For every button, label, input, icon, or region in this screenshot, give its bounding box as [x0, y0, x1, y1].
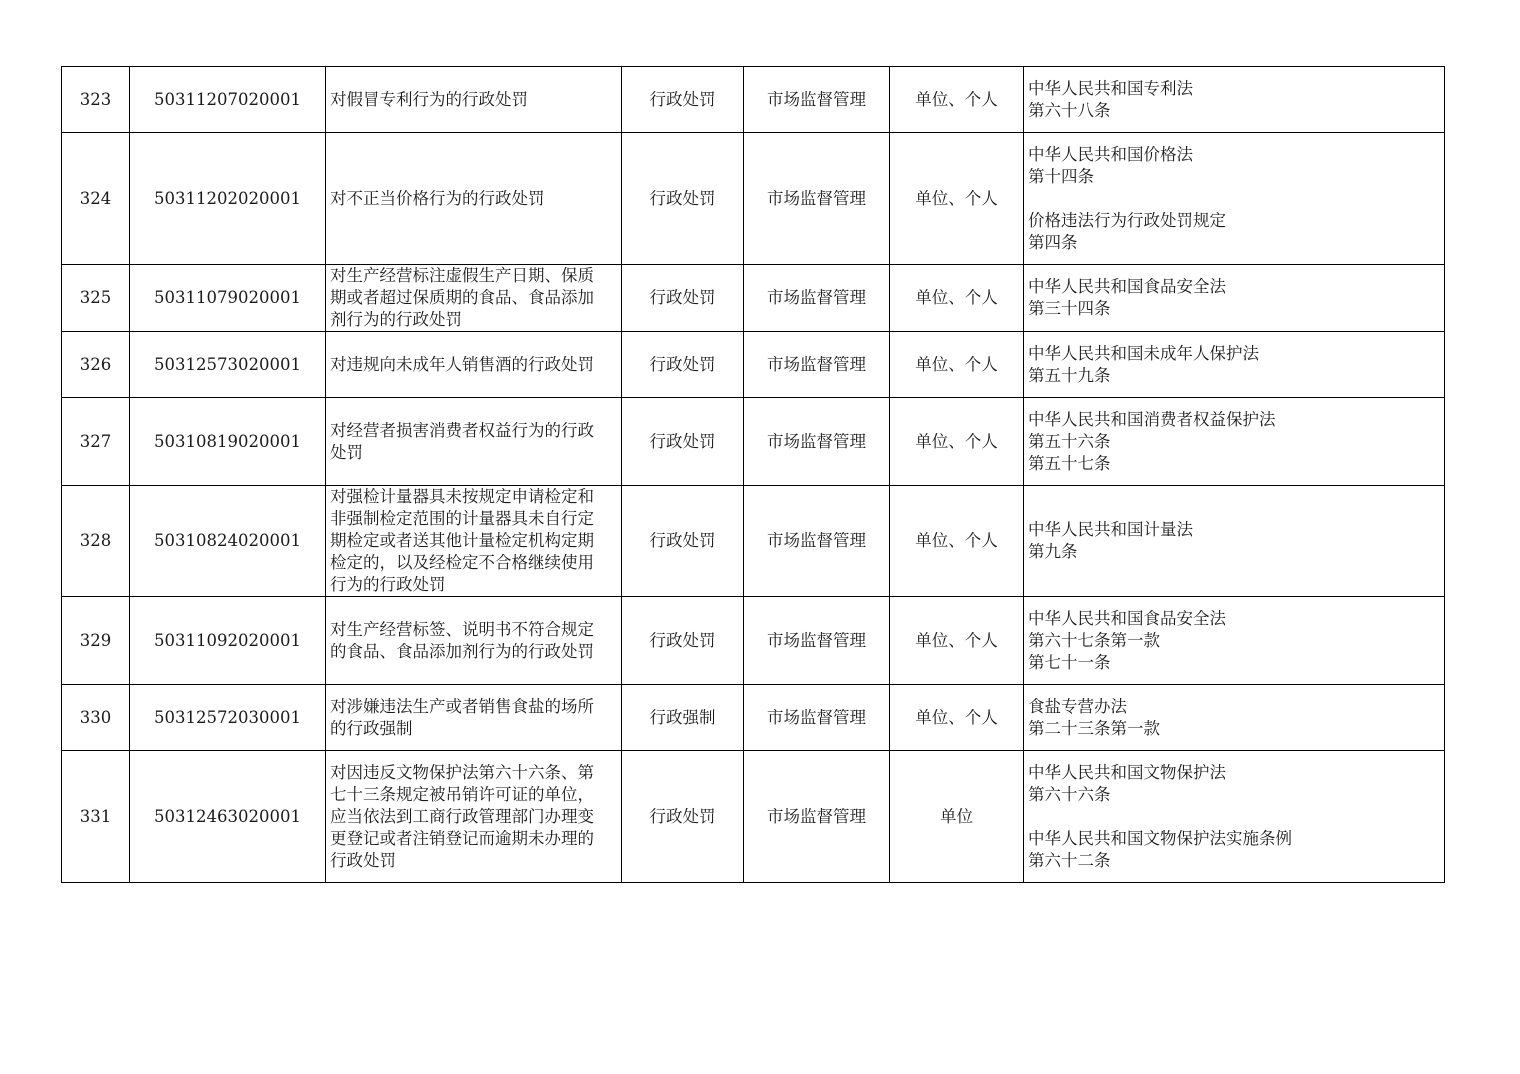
- subject-cell: 单位、个人: [890, 597, 1024, 685]
- matter-line: 期或者超过保质期的食品、食品添加: [330, 288, 594, 307]
- department-cell: 市场监督管理: [744, 398, 890, 486]
- seq-cell: 328: [62, 486, 130, 597]
- law-article: 第七十一条: [1028, 652, 1111, 672]
- table-body: [62, 67, 1445, 883]
- matter-line: 对生产经营标签、说明书不符合规定: [330, 619, 594, 639]
- department-cell: 市场监督管理: [744, 67, 890, 133]
- seq-cell: 329: [62, 597, 130, 685]
- table-row: [62, 67, 1445, 133]
- matter-line: 对经营者损害消费者权益行为的行政: [330, 420, 594, 440]
- basis-gap: [1028, 188, 1440, 210]
- legal-basis-cell: [1024, 67, 1445, 133]
- law-article: 第六十八条: [1028, 100, 1111, 120]
- law-name: 中华人民共和国消费者权益保护法: [1028, 409, 1276, 429]
- matter-line: 的食品、食品添加剂行为的行政处罚: [330, 641, 594, 661]
- matters-table: [61, 66, 1445, 883]
- law-name: 中华人民共和国文物保护法: [1028, 762, 1226, 782]
- category-cell: 行政处罚: [622, 398, 744, 486]
- legal-basis-cell: [1024, 398, 1445, 486]
- category-cell: 行政处罚: [622, 332, 744, 398]
- code-cell: 50311079020001: [130, 265, 326, 332]
- basis-gap: [1028, 806, 1440, 828]
- matter-line: 非强制检定范围的计量器具未自行定: [330, 509, 594, 528]
- table-row: [62, 486, 1445, 597]
- department-cell: 市场监督管理: [744, 597, 890, 685]
- law-article: 第五十六条: [1028, 431, 1111, 451]
- subject-cell: 单位、个人: [890, 67, 1024, 133]
- table-row: [62, 332, 1445, 398]
- law-name: 中华人民共和国文物保护法实施条例: [1028, 828, 1292, 848]
- law-name: 中华人民共和国食品安全法: [1028, 277, 1226, 296]
- category-cell: 行政处罚: [622, 751, 744, 883]
- law-article: 第十四条: [1028, 166, 1094, 186]
- law-name: 中华人民共和国食品安全法: [1028, 608, 1226, 628]
- legal-basis-cell: [1024, 486, 1445, 597]
- matter-cell: [326, 332, 622, 398]
- department-cell: 市场监督管理: [744, 751, 890, 883]
- code-cell: 50311207020001: [130, 67, 326, 133]
- law-name: 价格违法行为行政处罚规定: [1028, 210, 1226, 230]
- legal-basis-cell: [1024, 751, 1445, 883]
- department-cell: 市场监督管理: [744, 486, 890, 597]
- matter-line: 对强检计量器具未按规定申请检定和: [330, 487, 594, 506]
- legal-basis-cell: [1024, 597, 1445, 685]
- matter-line: 对因违反文物保护法第六十六条、第: [330, 762, 594, 782]
- department-cell: 市场监督管理: [744, 332, 890, 398]
- legal-basis-cell: [1024, 332, 1445, 398]
- matter-line: 对不正当价格行为的行政处罚: [330, 188, 545, 208]
- category-cell: 行政处罚: [622, 133, 744, 265]
- subject-cell: 单位、个人: [890, 133, 1024, 265]
- code-cell: 50311092020001: [130, 597, 326, 685]
- category-cell: 行政处罚: [622, 265, 744, 332]
- matter-line: 的行政强制: [330, 718, 413, 738]
- law-name: 食盐专营办法: [1028, 696, 1127, 716]
- code-cell: 50312572030001: [130, 685, 326, 751]
- legal-basis-cell: [1024, 265, 1445, 332]
- law-name: 中华人民共和国价格法: [1028, 144, 1193, 164]
- category-cell: 行政处罚: [622, 486, 744, 597]
- subject-cell: 单位: [890, 751, 1024, 883]
- law-name: 中华人民共和国未成年人保护法: [1028, 343, 1259, 363]
- seq-cell: 330: [62, 685, 130, 751]
- law-article: 第九条: [1028, 542, 1078, 561]
- law-article: 第二十三条第一款: [1028, 718, 1160, 738]
- law-article: 第六十六条: [1028, 784, 1111, 804]
- department-cell: 市场监督管理: [744, 685, 890, 751]
- matter-cell: [326, 398, 622, 486]
- seq-cell: 331: [62, 751, 130, 883]
- seq-cell: 325: [62, 265, 130, 332]
- legal-basis-cell: [1024, 133, 1445, 265]
- matter-line: 七十三条规定被吊销许可证的单位，: [330, 784, 594, 804]
- subject-cell: 单位、个人: [890, 332, 1024, 398]
- subject-cell: 单位、个人: [890, 486, 1024, 597]
- law-article: 第五十七条: [1028, 453, 1111, 473]
- code-cell: 50310824020001: [130, 486, 326, 597]
- code-cell: 50310819020001: [130, 398, 326, 486]
- subject-cell: 单位、个人: [890, 398, 1024, 486]
- table-row: [62, 133, 1445, 265]
- matter-line: 对违规向未成年人销售酒的行政处罚: [330, 354, 594, 374]
- table-row: [62, 597, 1445, 685]
- law-article: 第六十七条第一款: [1028, 630, 1160, 650]
- matter-line: 应当依法到工商行政管理部门办理变: [330, 806, 594, 826]
- matter-line: 行政处罚: [330, 850, 396, 870]
- code-cell: 50312463020001: [130, 751, 326, 883]
- matter-line: 更登记或者注销登记而逾期未办理的: [330, 828, 594, 848]
- law-article: 第四条: [1028, 232, 1078, 252]
- matter-cell: [326, 597, 622, 685]
- matter-line: 对假冒专利行为的行政处罚: [330, 89, 528, 109]
- law-name: 中华人民共和国专利法: [1028, 78, 1193, 98]
- table-row: [62, 398, 1445, 486]
- category-cell: 行政处罚: [622, 597, 744, 685]
- matter-cell: [326, 133, 622, 265]
- matter-cell: [326, 685, 622, 751]
- matter-line: 处罚: [330, 442, 363, 462]
- table-row: [62, 265, 1445, 332]
- department-cell: 市场监督管理: [744, 265, 890, 332]
- category-cell: 行政处罚: [622, 67, 744, 133]
- seq-cell: 327: [62, 398, 130, 486]
- matter-line: 对涉嫌违法生产或者销售食盐的场所: [330, 696, 594, 716]
- category-cell: 行政强制: [622, 685, 744, 751]
- code-cell: 50311202020001: [130, 133, 326, 265]
- law-article: 第六十二条: [1028, 850, 1111, 870]
- matter-line: 期检定或者送其他计量检定机构定期: [330, 531, 594, 550]
- legal-basis-cell: [1024, 685, 1445, 751]
- seq-cell: 326: [62, 332, 130, 398]
- matter-cell: [326, 751, 622, 883]
- seq-cell: 324: [62, 133, 130, 265]
- matter-cell: [326, 486, 622, 597]
- matter-line: 剂行为的行政处罚: [330, 310, 462, 329]
- code-cell: 50312573020001: [130, 332, 326, 398]
- matter-line: 检定的，以及经检定不合格继续使用: [330, 553, 594, 572]
- law-article: 第五十九条: [1028, 365, 1111, 385]
- subject-cell: 单位、个人: [890, 265, 1024, 332]
- department-cell: 市场监督管理: [744, 133, 890, 265]
- matter-line: 对生产经营标注虚假生产日期、保质: [330, 266, 594, 285]
- matter-cell: [326, 265, 622, 332]
- matter-cell: [326, 67, 622, 133]
- table-row: [62, 685, 1445, 751]
- seq-cell: 323: [62, 67, 130, 133]
- law-article: 第三十四条: [1028, 299, 1111, 318]
- matter-line: 行为的行政处罚: [330, 575, 446, 594]
- law-name: 中华人民共和国计量法: [1028, 520, 1193, 539]
- subject-cell: 单位、个人: [890, 685, 1024, 751]
- table-row: [62, 751, 1445, 883]
